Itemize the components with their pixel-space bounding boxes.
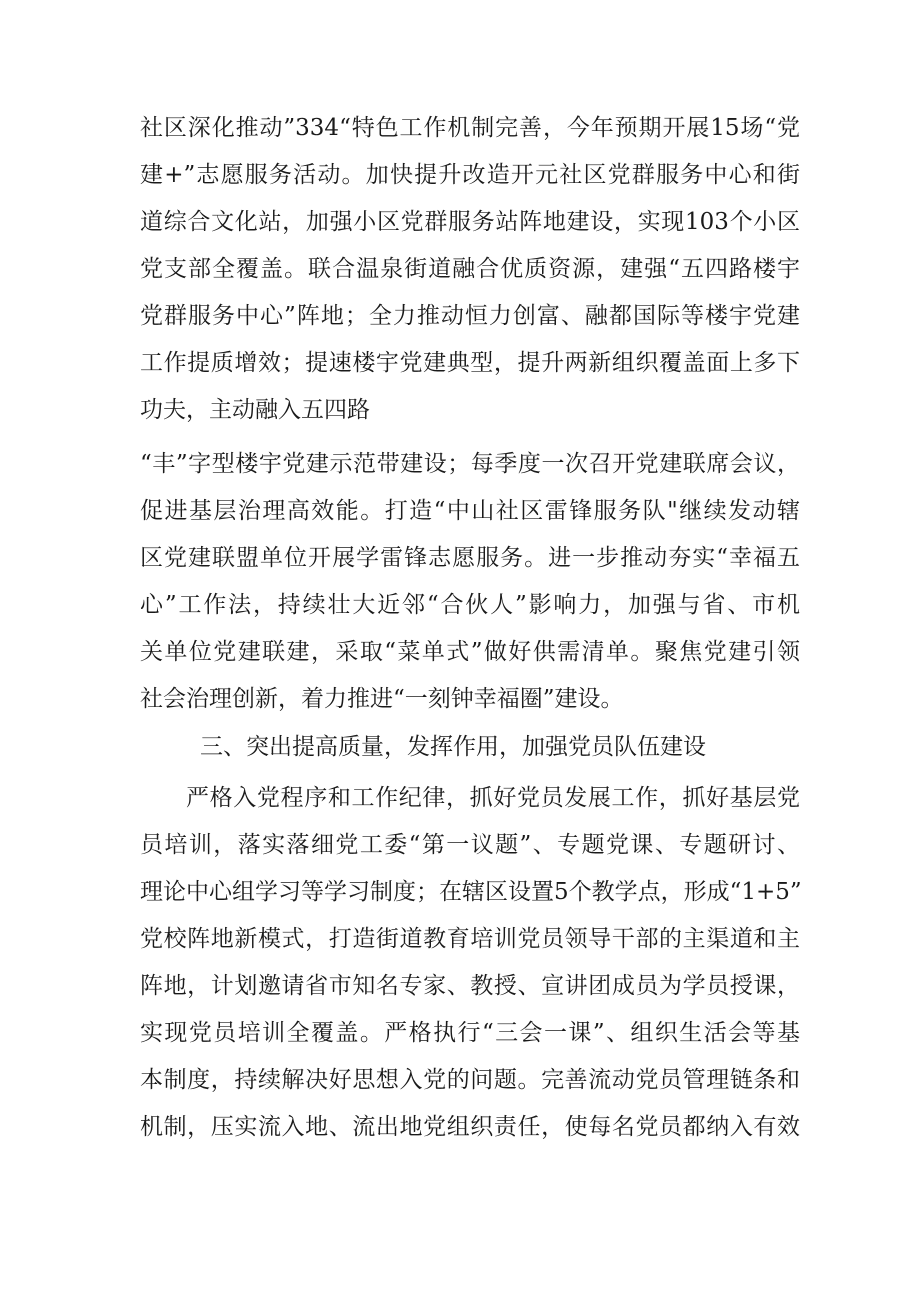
paragraph-3-line: 理论中心组学习等学习制度；在辖区设置5个教学点，形成“1+5”: [140, 879, 802, 905]
paragraph-3-line: 严格入党程序和工作纪律，抓好党员发展工作，抓好基层党: [186, 785, 800, 811]
paragraph-3-line: 员培训，落实落细党工委“第一议题”、专题党课、专题研讨、: [140, 832, 800, 858]
paragraph-1-line: 工作提质增效；提速楼宇党建典型，提升两新组织覆盖面上多下: [140, 350, 800, 376]
paragraph-1-line: 建+”志愿服务活动。加快提升改造开元社区党群服务中心和街: [140, 162, 800, 188]
paragraph-1-line: 党群服务中心”阵地；全力推动恒力创富、融都国际等楼宇党建: [140, 303, 800, 329]
paragraph-3-line: 实现党员培训全覆盖。严格执行“三会一课”、组织生活会等基: [140, 1020, 800, 1046]
paragraph-2-line: 促进基层治理高效能。打造“中山社区雷锋服务队"继续发动辖: [140, 498, 800, 524]
paragraph-1-line: 党支部全覆盖。联合温泉街道融合优质资源，建强“五四路楼宇: [140, 256, 800, 282]
paragraph-2-line: 关单位党建联建，采取“菜单式”做好供需清单。聚焦党建引领: [140, 639, 800, 665]
paragraph-2-line: 心”工作法，持续壮大近邻“合伙人”影响力，加强与省、市机: [140, 592, 800, 618]
paragraph-3-line: 党校阵地新模式，打造街道教育培训党员领导干部的主渠道和主: [140, 926, 800, 952]
paragraph-2-line: 社会治理创新，着力推进“一刻钟幸福圈”建设。: [140, 686, 624, 712]
paragraph-1-line: 道综合文化站，加强小区党群服务站阵地建设，实现103个小区: [140, 209, 800, 235]
paragraph-2-line: 区党建联盟单位开展学雷锋志愿服务。进一步推动夯实“幸福五: [140, 545, 800, 571]
paragraph-1-line: 社区深化推动”334“特色工作机制完善，今年预期开展15场“党: [140, 115, 800, 141]
paragraph-3-line: 机制，压实流入地、流出地党组织责任，使每名党员都纳入有效: [140, 1114, 800, 1140]
section-heading: 三、突出提高质量，发挥作用，加强党员队伍建设: [200, 734, 706, 760]
paragraph-1-line: 功夫，主动融入五四路: [140, 397, 370, 423]
paragraph-3-line: 阵地，计划邀请省市知名专家、教授、宣讲团成员为学员授课，: [140, 973, 800, 999]
paragraph-2-line: “丰”字型楼宇党建示范带建设；每季度一次召开党建联席会议，: [140, 451, 800, 477]
paragraph-3-line: 本制度，持续解决好思想入党的问题。完善流动党员管理链条和: [140, 1067, 800, 1093]
